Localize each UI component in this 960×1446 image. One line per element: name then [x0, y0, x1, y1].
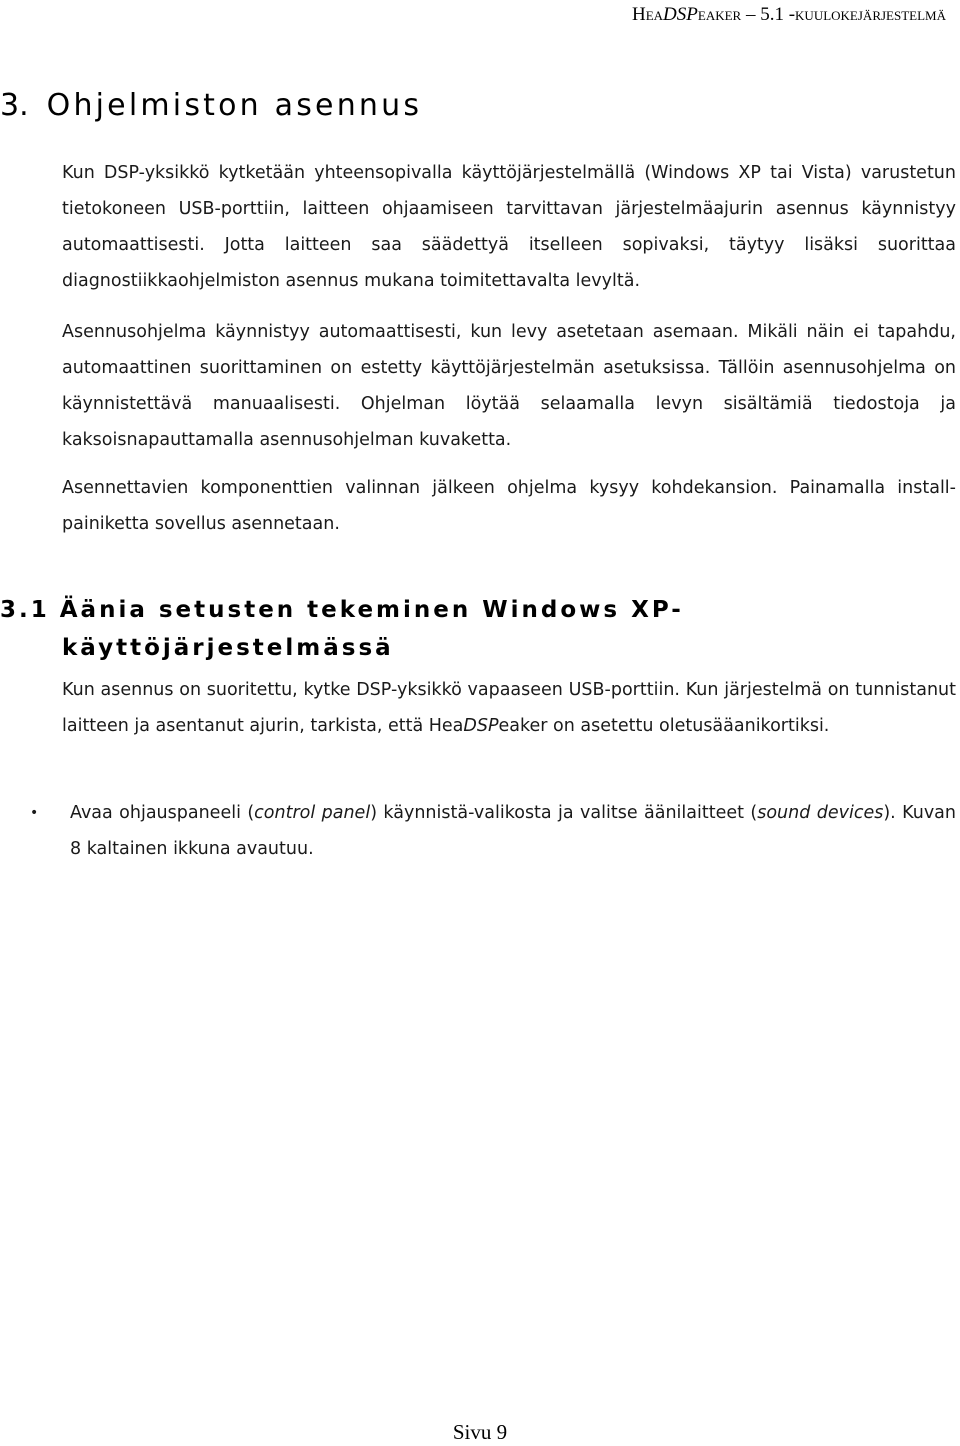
bullet-italic: control panel — [254, 803, 371, 823]
p4-italic: DSP — [463, 716, 499, 736]
header-brand-part: Hea — [631, 4, 664, 25]
bullet-text-part: ). Kuvan 8 kaltainen ikkuna avautuu. — [70, 803, 956, 859]
section-number: 3. — [0, 88, 29, 123]
running-header — [632, 4, 946, 26]
header-section: 5.1 - — [760, 4, 796, 25]
paragraph-install: Asennettavien komponenttien valinnan jälkeen ohjelma kysyy kohdekansion. Painamalla install-painiketta sovellus asennetaan. — [62, 478, 956, 534]
header-brand — [632, 4, 741, 25]
section-3-1-heading — [0, 591, 700, 667]
subsection-number: 3.1 — [0, 597, 50, 623]
header-dash: – — [745, 4, 756, 25]
page-number: Sivu 9 — [452, 1420, 508, 1444]
bullet-item — [30, 795, 956, 867]
p4-text: Kun asennus on suoritettu, kytke DSP-yksikkö vapaaseen USB-porttiin. Kun järjestelmä on tunnistanut laitteen ja asentanut ajurin, tarkista, että Hea — [62, 680, 956, 736]
bullet-text-part: Avaa ohjauspaneeli ( — [70, 803, 255, 823]
section-title: Ohjelmiston asennus — [46, 88, 423, 123]
paragraph-autorun: Asennusohjelma käynnistyy automaattisesti, kun levy asetetaan asemaan. Mikäli näin ei tapahdu, automaattinen suorittaminen on estetty käyttöjärjestelmän asetuksissa. Tällöin asennusohjelma on käynnistettävä manuaalisesti. Ohjelman löytää selaamalla levyn sisältämiä tiedostoja ja kaksoisnapauttamalla asennusohjelman kuvaketta. — [62, 322, 956, 450]
bullet-text-part: ) käynnistä-valikosta ja valitse äänilaitteet ( — [370, 803, 758, 823]
paragraph-intro: Kun DSP-yksikkö kytketään yhteensopivalla käyttöjärjestelmällä (Windows XP tai Vista) varustetun tietokoneen USB-porttiin, laitteen ohjaamiseen tarvittavan järjestelmäajurin asennus käynnistyy automaattisesti. Jotta laitteen saa säädettyä itselleen sopivaksi, täytyy lisäksi suorittaa diagnostiikkaohjelmiston asennus mukana toimitettavalta levyltä. — [62, 163, 956, 291]
subsection-title-line-2: käyttöjärjestelmässä — [62, 635, 394, 661]
header-brand-part: eaker — [697, 4, 742, 25]
bullet-italic: sound devices — [757, 803, 884, 823]
subsection-title-line-1: Äänia setusten tekeminen Windows XP- — [59, 597, 684, 623]
bullet-icon: • — [30, 805, 39, 821]
header-brand-part: DSP — [663, 4, 698, 25]
paragraph-connect — [62, 672, 956, 744]
bullet-text — [70, 795, 956, 867]
header-section-title: kuulokejärjestelmä — [795, 4, 946, 25]
p4-text: eaker on asetettu oletusääanikortiksi. — [498, 716, 830, 736]
section-3-heading — [0, 88, 422, 123]
